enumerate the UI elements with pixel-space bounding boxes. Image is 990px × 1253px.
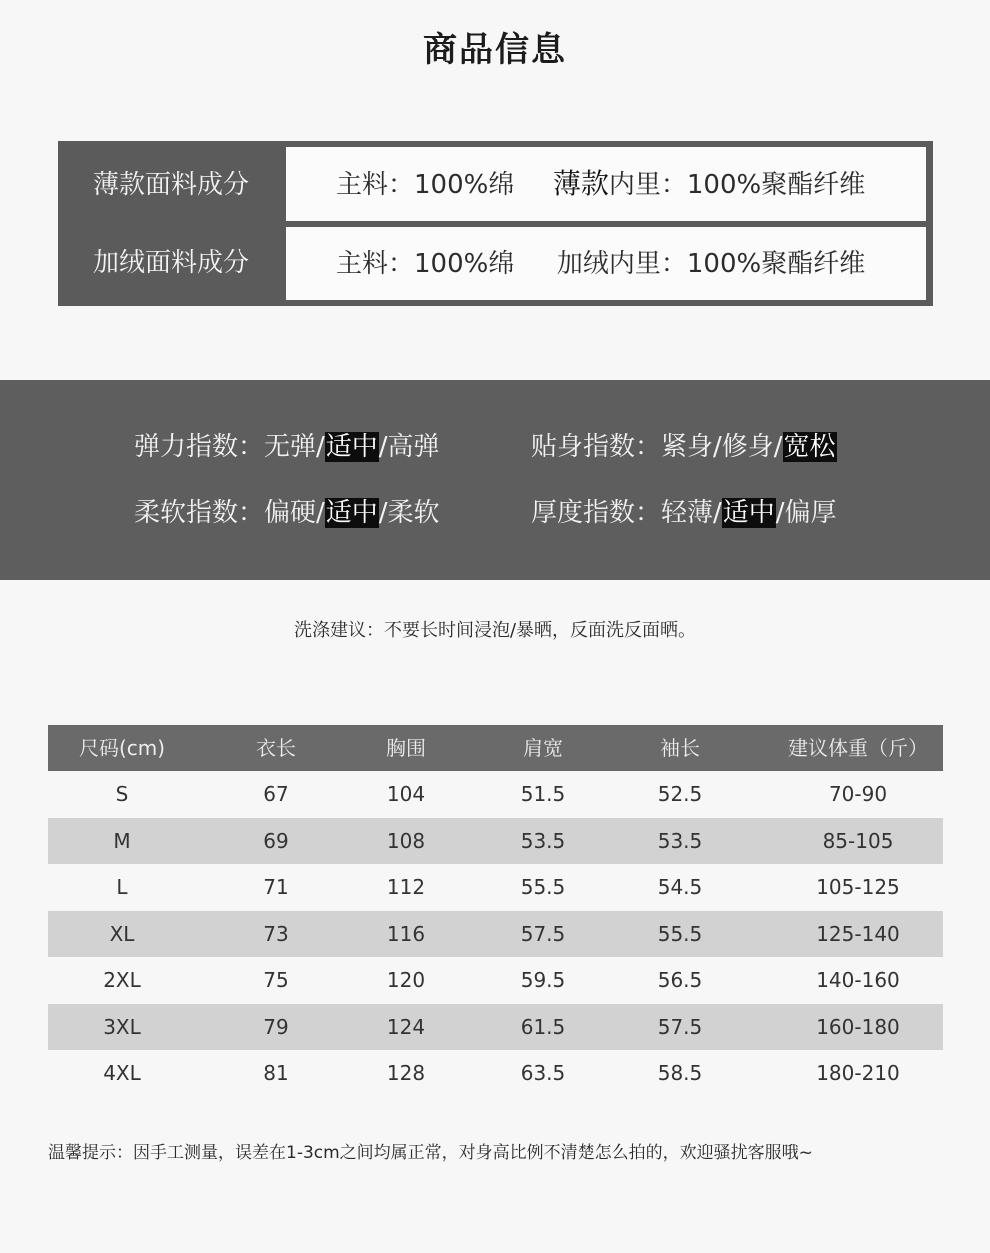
table-cell: 85-105: [822, 828, 894, 853]
table-cell: 56.5: [657, 968, 703, 992]
table-row: [48, 818, 943, 865]
fabric-composition-box: [58, 141, 933, 306]
table-cell: M: [113, 828, 131, 853]
table-cell: 2XL: [103, 968, 141, 992]
table-cell: 79: [263, 1014, 289, 1039]
fit-selected: 宽松: [783, 432, 836, 462]
table-cell: 58.5: [657, 1061, 703, 1085]
header-cell: 胸围: [386, 736, 426, 760]
table-cell: 57.5: [657, 1014, 703, 1039]
thickness-index-label: 厚度指数：: [531, 498, 662, 528]
table-cell: 160-180: [816, 1014, 900, 1039]
plush-main-material: 主料：100%绵: [336, 249, 515, 279]
table-cell: 54.5: [657, 875, 703, 899]
header-cell: 尺码(cm): [78, 736, 166, 760]
header-cell: 建议体重（斤）: [788, 736, 928, 760]
header-cell: 衣长: [256, 736, 296, 760]
table-cell: 108: [386, 828, 426, 853]
softness-index: [134, 496, 440, 530]
size-table-header: [48, 725, 943, 771]
table-cell: 59.5: [520, 968, 566, 992]
table-cell: 53.5: [657, 828, 703, 853]
size-table: [48, 725, 943, 1097]
softness-selected: 适中: [325, 498, 378, 528]
page-title: 商品信息: [423, 30, 567, 70]
table-cell: 125-140: [816, 921, 900, 946]
plush-fabric-value: [284, 225, 928, 302]
table-cell: 57.5: [520, 921, 566, 946]
table-cell: 69: [263, 828, 289, 853]
elastic-index: [134, 430, 440, 464]
table-cell: 81: [263, 1061, 289, 1085]
elastic-index-label: 弹力指数：: [134, 432, 265, 462]
table-cell: XL: [109, 921, 135, 946]
size-table-body: [48, 771, 943, 1097]
elastic-selected: 适中: [325, 432, 378, 462]
table-row: [48, 864, 943, 911]
thin-lining-material: 内里：100%聚酯纤维: [608, 170, 866, 200]
measurement-note: 温馨提示：因手工测量，误差在1-3cm之间均属正常，对身高比例不清楚怎么拍的，欢迎骚扰客服哦~: [48, 1143, 813, 1163]
table-cell: S: [115, 782, 129, 806]
thickness-selected: 适中: [722, 498, 775, 528]
thickness-option: /偏厚: [775, 498, 837, 528]
thickness-option: 轻薄/: [661, 498, 722, 528]
plush-lining-material: 加绒内里：100%聚酯纤维: [556, 249, 866, 279]
table-cell: 104: [386, 782, 426, 806]
table-row: [48, 957, 943, 1004]
table-cell: 3XL: [103, 1014, 141, 1039]
table-cell: 4XL: [103, 1061, 141, 1085]
table-cell: 120: [386, 968, 426, 992]
table-row: [48, 1004, 943, 1051]
table-row: [48, 1050, 943, 1097]
table-cell: 63.5: [520, 1061, 566, 1085]
table-row: [48, 771, 943, 818]
thin-main-material: 主料：100%绵: [336, 170, 515, 200]
fit-index-label: 贴身指数：: [531, 432, 662, 462]
thin-fabric-value: [284, 145, 928, 223]
softness-index-label: 柔软指数：: [134, 498, 265, 528]
table-cell: 55.5: [520, 875, 566, 899]
table-cell: 180-210: [816, 1061, 900, 1085]
table-cell: 52.5: [657, 782, 703, 806]
softness-option: 偏硬/: [264, 498, 325, 528]
thickness-index: [531, 496, 837, 530]
table-cell: 73: [263, 921, 289, 946]
softness-option: /柔软: [378, 498, 440, 528]
table-cell: 55.5: [657, 921, 703, 946]
table-cell: 140-160: [816, 968, 900, 992]
thin-fabric-label: 薄款面料成分: [92, 170, 249, 200]
table-cell: 67: [263, 782, 289, 806]
table-row: [48, 911, 943, 958]
table-cell: 105-125: [816, 875, 900, 899]
table-cell: 124: [386, 1014, 426, 1039]
elastic-option: 无弹/: [264, 432, 325, 462]
fit-option: 紧身/修身/: [661, 432, 783, 462]
index-panel: [0, 380, 990, 580]
table-cell: 128: [386, 1061, 426, 1085]
table-cell: 51.5: [520, 782, 566, 806]
table-cell: 70-90: [828, 782, 888, 806]
table-cell: 112: [386, 875, 426, 899]
table-cell: 61.5: [520, 1014, 566, 1039]
washing-advice: 洗涤建议：不要长时间浸泡/暴晒，反面洗反面晒。: [293, 620, 697, 641]
thin-lining-prefix: 薄款: [552, 167, 609, 200]
table-cell: 53.5: [520, 828, 566, 853]
elastic-option: /高弹: [378, 432, 440, 462]
header-cell: 袖长: [660, 736, 700, 760]
plush-fabric-label: 加绒面料成分: [92, 248, 249, 278]
table-cell: L: [116, 875, 128, 899]
fit-index: [531, 430, 837, 464]
header-cell: 肩宽: [523, 736, 563, 760]
table-cell: 116: [386, 921, 426, 946]
table-cell: 71: [263, 875, 289, 899]
table-cell: 75: [263, 968, 289, 992]
